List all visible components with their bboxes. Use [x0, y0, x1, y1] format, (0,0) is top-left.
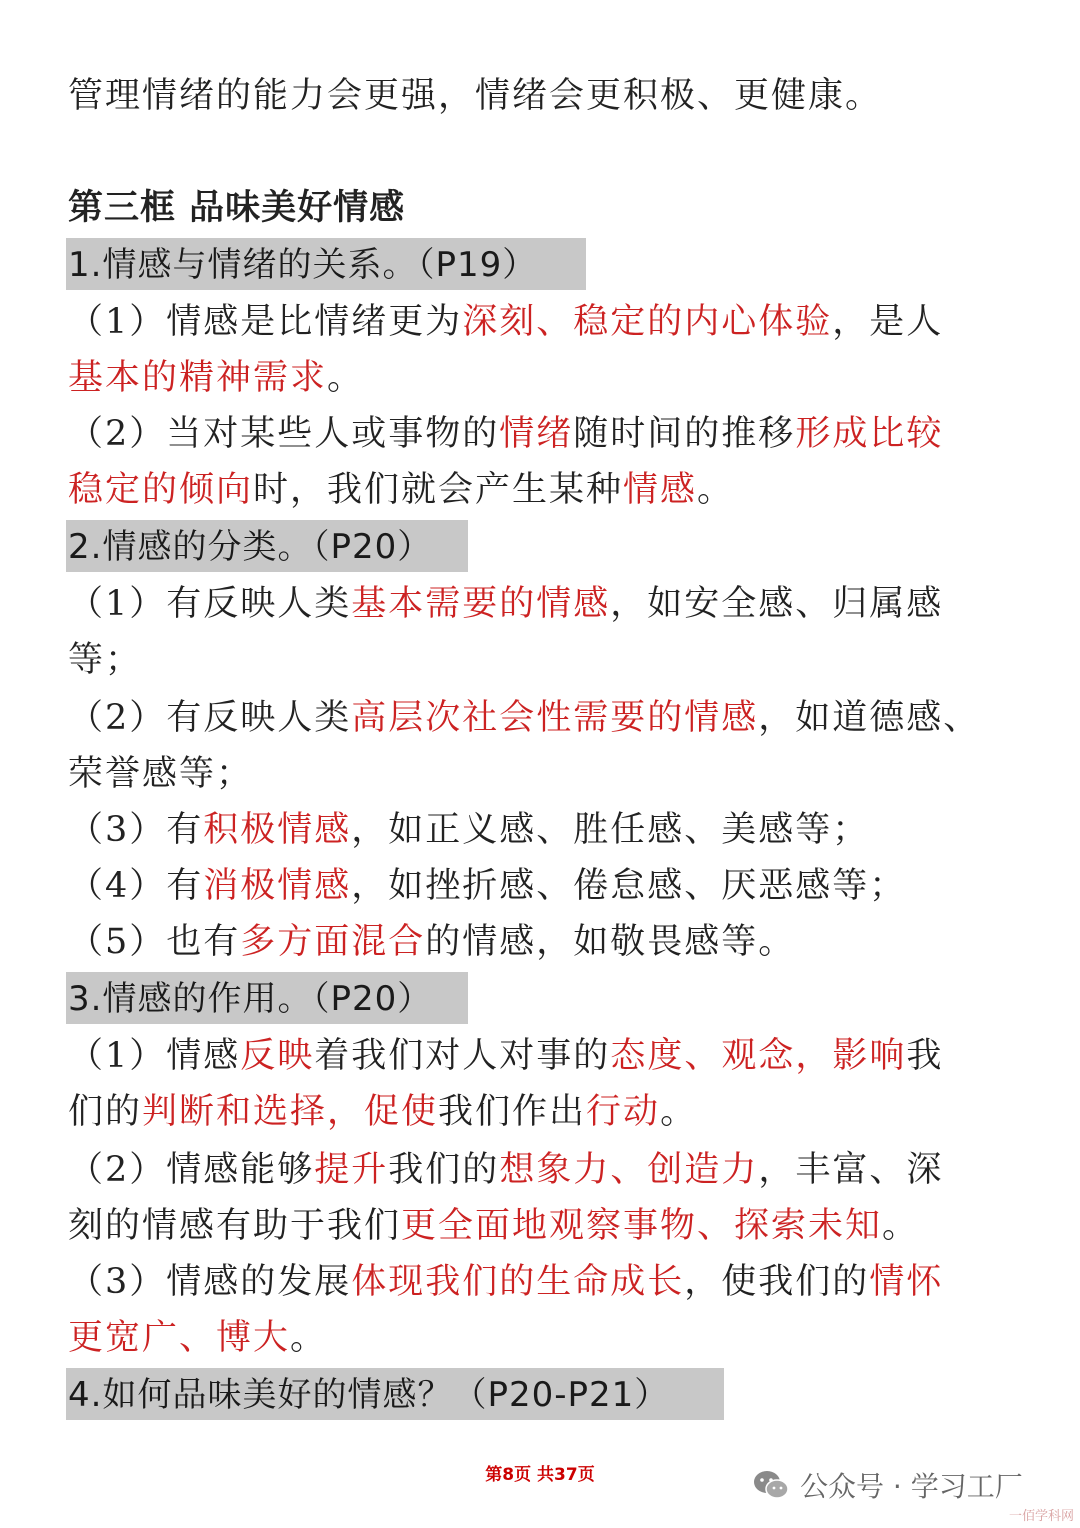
q2-point-1-line-2: 等；: [68, 640, 143, 680]
question-1-title: 1.情感与情绪的关系。（P19）: [66, 238, 586, 290]
watermark: [752, 1465, 1023, 1505]
q2-point-5: （5）也有多方面混合的情感，如敬畏感等。: [68, 922, 796, 962]
q1-point-1-line-1: （1）情感是比情绪更为深刻、稳定的内心体验，是人: [68, 302, 944, 342]
q3-point-2-line-2: 刻的情感有助于我们更全面地观察事物、探索未知。: [68, 1206, 920, 1246]
q2-point-1-line-1: （1）有反映人类基本需要的情感，如安全感、归属感: [68, 584, 944, 624]
q1-point-2-line-2: 稳定的倾向时，我们就会产生某种情感。: [68, 470, 735, 510]
q3-point-1-line-2: 们的判断和选择，促使我们作出行动。: [68, 1092, 698, 1132]
question-4-title: 4.如何品味美好的情感？（P20-P21）: [66, 1368, 724, 1420]
wechat-icon: [752, 1469, 790, 1501]
q3-point-3-line-2: 更宽广、博大。: [68, 1318, 328, 1358]
section-title: 第三框 品味美好情感: [68, 187, 406, 228]
watermark-text: 公众号 · 学习工厂: [800, 1470, 1023, 1503]
q3-point-1-line-1: （1）情感反映着我们对人对事的态度、观念，影响我: [68, 1036, 944, 1076]
q1-point-1-line-2: 基本的精神需求。: [68, 358, 365, 398]
corner-watermark: 一佰学科网: [1008, 1509, 1074, 1524]
page-number: 第8页 共37页: [485, 1465, 595, 1485]
q2-point-4: （4）有消极情感，如挫折感、倦怠感、厌恶感等；: [68, 866, 907, 906]
q3-point-2-line-1: （2）情感能够提升我们的想象力、创造力，丰富、深: [68, 1150, 944, 1190]
q1-point-2-line-1: （2）当对某些人或事物的情绪随时间的推移形成比较: [68, 414, 944, 454]
question-3-title: 3.情感的作用。（P20）: [66, 972, 468, 1024]
q2-point-2-line-2: 荣誉感等；: [68, 754, 254, 794]
question-2-title: 2.情感的分类。（P20）: [66, 520, 468, 572]
q2-point-2-line-1: （2）有反映人类高层次社会性需要的情感，如道德感、: [68, 698, 981, 738]
q3-point-3-line-1: （3）情感的发展体现我们的生命成长，使我们的情怀: [68, 1262, 944, 1302]
q2-point-3: （3）有积极情感，如正义感、胜任感、美感等；: [68, 810, 870, 850]
intro-line: 管理情绪的能力会更强，情绪会更积极、更健康。: [68, 76, 883, 116]
